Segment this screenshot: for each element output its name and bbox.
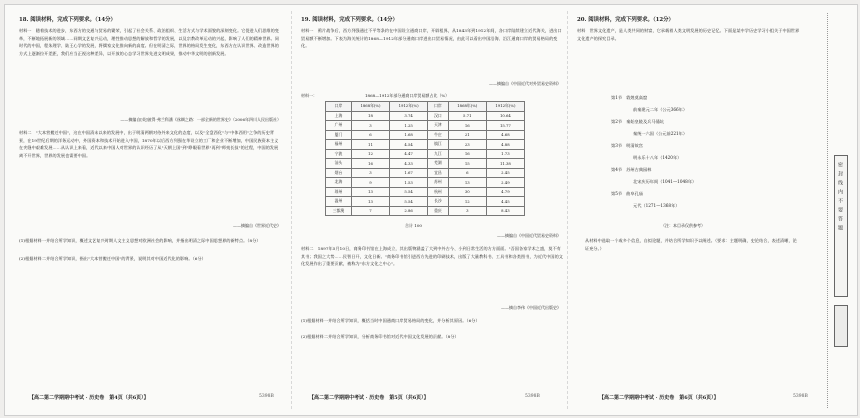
table-header: 1912年(%) xyxy=(390,102,428,112)
table-header: 1868年(%) xyxy=(351,102,389,112)
table-cell: 5.54 xyxy=(390,187,428,197)
page-6-footer: 【高二第二学期期中考试 · 历史卷 第6页（共6页）】 xyxy=(599,395,719,401)
q19-material-2-source: ——摘自李伟《中国近代出版史》 xyxy=(501,305,561,310)
page-divider-2 xyxy=(567,11,568,409)
page-4 xyxy=(9,5,287,415)
toc-date: 北宋庆历年间（1041—1048年） xyxy=(633,179,697,184)
table-row xyxy=(326,111,525,121)
table-cell: 牛庄 xyxy=(428,130,449,140)
table-cell: 4.79 xyxy=(486,187,524,197)
table-row xyxy=(326,168,525,178)
q20-intro: 材料 世界文化遗产，是人类共同的财富，它承载着人类文明发展的历史记忆。下面是某中学历史学习小组关于中国世界文化遗产的探究目录。 xyxy=(577,28,800,41)
table-cell: 天津 xyxy=(428,121,449,131)
q18-requirement-1: (1)根据材料一并结合所学知识，概述文艺复兴时期人文主义思想对欧洲社会的影响，并指出明清之际中国思想界的新特点。（8分） xyxy=(19,238,261,243)
table-cell: 4.54 xyxy=(390,140,428,150)
table-cell: 上海 xyxy=(326,111,352,121)
q19-requirement-1: (1)根据材料一并结合所学知识，概括当时中国通商口岸贸易格局的变化，并分析其原因。（6分） xyxy=(301,318,480,323)
table-source: ——摘编自《中国近代贸易史资料》 xyxy=(497,233,561,238)
page-5-code: 5398B xyxy=(525,394,540,399)
table-cell: 苏州 xyxy=(428,178,449,188)
q18-material-1-source: ——摘编自[英]彼得·弗兰科潘《丝绸之路：一部全新的世界史》（2006年四川人民出版社） xyxy=(120,117,281,122)
toc-date: 秦统一六国（公元前221年） xyxy=(633,131,688,136)
table-cell: 11.38 xyxy=(486,159,524,169)
table-cell: 2.49 xyxy=(486,178,524,188)
q19-material-2: 材料二 1897年5月10日，商务印书馆在上海成立，其出版物涵盖了大到中外古今、小到日常生活的方方面面。"吾国各家学术之盛，莫不有其书；我国之大势……民智日开，文化日新。"商务印书馆引进西方先进的印刷技术，出版了大量教科书、工具书和各类图书，为近代中国的文化发展作出了重要贡献，被称为"东方文化之中心"。 xyxy=(301,246,563,267)
q18-material-1: 材料一 随着技术的进步，东西方的交通与贸易的繁荣，引起了社会关系、政治组织、生活方式与学术面貌的深刻变化。它促进人们思维的变革，不断地拓展新的领域……同期文艺复兴运动，理性推动思想的解放和哲学的发展，以及宗教改革运动的兴起，影响了人们的精神世界。同时代的中国，程朱理学、陆王心学的发展，将儒家文化推向新的高度。但在明清之际，世界的格局发生变化，东西方在认识世界、改造世界的方式上逐渐拉开差距，我们应当正视这种差异，以开放的心态学习世界先进文明成果，推动中华文明的创新发展。 xyxy=(19,28,280,56)
table-cell: 1.67 xyxy=(390,168,428,178)
table-cell: 5.71 xyxy=(448,111,486,121)
table-cell: 8.43 xyxy=(486,206,524,216)
seal-bar xyxy=(834,305,848,347)
toc-chapter: 第5节 曲阜孔庙 xyxy=(611,191,643,196)
seal-line xyxy=(827,13,828,408)
table-cell: 15.77 xyxy=(486,121,524,131)
q19-material-1: 材料一 鸦片战争后，西方列强通过不平等条约在中国设立通商口岸，开辟租界，从1843年到1912年间，各口岸陆续建立近代海关，进出口贸易额不断增加。下表为海关统计的1868—1912年部分通商口岸进出口贸易情况，由此可以看出中国沿海、沿江通商口岸的贸易格局的变化。 xyxy=(301,28,562,49)
table-cell: 18 xyxy=(351,111,389,121)
table-header: 1912年(%) xyxy=(486,102,524,112)
question-18-heading: 18. 阅读材料，完成下列要求。（14分） xyxy=(19,17,116,23)
table-cell: 芜湖 xyxy=(428,159,449,169)
table-cell: 杭州 xyxy=(428,187,449,197)
table-cell: 镇江 xyxy=(428,140,449,150)
table-row xyxy=(326,149,525,159)
table-cell: 3 xyxy=(351,121,389,131)
toc-note: （注：本目录仅供参考） xyxy=(661,223,705,228)
table-cell: 宁波 xyxy=(326,149,352,159)
table-cell: 汕头 xyxy=(326,159,352,169)
q18-material-2: 材料二 "大本营搬迁中国"，这在中国清末以来的发展中，出于明清两朝对待外来文化的态度，以及"全盘西化"与"中体西用"之争的历史背景，在19世纪后期的洋务运动中，外国资本和技术开始进入中国，1870年以后西方列强在华设立的工厂和企业不断增加，中国民族资本主义在夹缝中艰难发展……从认识上来看，近代以来中国人对世界的认识经历了从"天朝上国"到"睁眼看世界"再到"师夷长技"的过程，中国的发展离不开世界，世界的发展也需要中国。 xyxy=(19,130,279,158)
table-cell: 11 xyxy=(351,140,389,150)
table-cell: 23 xyxy=(448,140,486,150)
page-6 xyxy=(571,5,807,415)
toc-chapter: 第4节 苏州古典园林 xyxy=(611,167,652,172)
table-cell: 21 xyxy=(448,130,486,140)
q19-material-1-source: ——摘编自《中国近代对外贸易史资料》 xyxy=(489,81,561,86)
table-cell: 12 xyxy=(448,197,486,207)
table-header: 口岸 xyxy=(326,102,352,112)
table-cell: 4.33 xyxy=(390,159,428,169)
table-cell: 13 xyxy=(448,178,486,188)
table-cell: 三都澳 xyxy=(326,206,352,216)
table-row xyxy=(326,159,525,169)
table-cell: 重庆 xyxy=(428,206,449,216)
seal-label-box xyxy=(834,155,848,297)
table-cell: 九江 xyxy=(428,149,449,159)
table-row xyxy=(326,197,525,207)
question-19-heading: 19. 阅读材料，完成下列要求。（14分） xyxy=(301,17,398,23)
question-20-heading: 20. 阅读材料，完成下列要求。（12分） xyxy=(577,17,674,23)
table-cell: 2.86 xyxy=(390,206,428,216)
table-cell: 13 xyxy=(351,187,389,197)
page-5 xyxy=(295,5,565,415)
page-4-footer: 【高二第二学期期中考试 · 历史卷 第4页（共6页）】 xyxy=(29,395,149,401)
table-cell: 4.68 xyxy=(486,130,524,140)
table-row xyxy=(326,130,525,140)
table-cell: 5.54 xyxy=(390,197,428,207)
q18-requirement-2: (2)根据材料二并结合所学知识，指出"大本营搬迁中国"的背景，说明其对中国近代化的影响。（6分） xyxy=(19,256,206,261)
table-row xyxy=(326,187,525,197)
table-cell: 厦门 xyxy=(326,130,352,140)
table-cell: 2.45 xyxy=(486,168,524,178)
table-cell: 16 xyxy=(448,121,486,131)
table-cell: 北海 xyxy=(326,178,352,188)
table-cell: 1.53 xyxy=(390,178,428,188)
table-total: 合计 100 xyxy=(405,223,422,228)
table-cell: 4.45 xyxy=(486,197,524,207)
table-cell: 30 xyxy=(448,187,486,197)
seal-label: 密封线内不要答题 xyxy=(837,162,843,234)
toc-date: 元代（1271—1368年） xyxy=(633,203,680,208)
toc-date: 明永乐十八年（1420年） xyxy=(633,155,682,160)
page-4-code: 5398B xyxy=(259,394,274,399)
table-cell: 1.73 xyxy=(486,149,524,159)
table-cell: 琼州 xyxy=(326,187,352,197)
q20-task: 从材料中选取一个或多个信息，自拟论题，并结合所学知识予以阐述。（要求：主题明确，史论结合，表述清晰，论证充分。） xyxy=(585,238,797,251)
table-cell: 烟台 xyxy=(326,168,352,178)
toc-date: 前秦建元二年（公元366年） xyxy=(633,107,688,112)
table-cell: 13 xyxy=(351,197,389,207)
table-cell: 温州 xyxy=(326,197,352,207)
table-cell: 广州 xyxy=(326,121,352,131)
table-cell: 12 xyxy=(351,149,389,159)
q18-material-2-source: ——摘编自《世界近代史》 xyxy=(233,223,281,228)
table-label: 材料一： xyxy=(301,93,317,98)
table-cell: 7 xyxy=(351,206,389,216)
table-cell: 16 xyxy=(448,149,486,159)
table-cell: 3.74 xyxy=(390,111,428,121)
q19-requirement-2: (2)根据材料二并结合所学知识，分析商务印书馆对近代中国文化发展的贡献。（8分） xyxy=(301,334,459,339)
page-6-code: 5398B xyxy=(793,394,808,399)
table-cell: 长沙 xyxy=(428,197,449,207)
page-divider-1 xyxy=(291,11,292,409)
table-cell: 10.64 xyxy=(486,111,524,121)
table-row xyxy=(326,206,525,216)
toc-chapter: 第3节 明清故宫 xyxy=(611,143,643,148)
table-cell: 4.88 xyxy=(486,140,524,150)
table-header: 口岸 xyxy=(428,102,449,112)
table-cell: 3 xyxy=(351,168,389,178)
table-row xyxy=(326,140,525,150)
table-cell: 3 xyxy=(448,206,486,216)
table-header: 1868年(%) xyxy=(448,102,486,112)
table-cell: 15 xyxy=(448,159,486,169)
toc-chapter: 第1节 敦煌莫高窟 xyxy=(611,95,648,100)
table-cell: 宜昌 xyxy=(428,168,449,178)
table-cell: 福州 xyxy=(326,140,352,150)
table-cell: 汉口 xyxy=(428,111,449,121)
toc-chapter: 第2节 秦始皇陵及兵马俑坑 xyxy=(611,119,664,124)
table-caption: 1868—1912年部分通商口岸贸易额占比（%） xyxy=(365,93,450,98)
trade-table xyxy=(325,101,525,216)
table-cell: 9 xyxy=(351,178,389,188)
table-cell: 6 xyxy=(448,168,486,178)
table-cell: 6 xyxy=(351,130,389,140)
table-header-row xyxy=(326,102,525,112)
page-5-footer: 【高二第二学期期中考试 · 历史卷 第5页（共6页）】 xyxy=(309,395,429,401)
table-cell: 1.25 xyxy=(390,121,428,131)
table-cell: 16 xyxy=(351,159,389,169)
table-cell: 4.47 xyxy=(390,149,428,159)
table-row xyxy=(326,178,525,188)
table-cell: 1.68 xyxy=(390,130,428,140)
exam-sheet xyxy=(4,4,858,416)
table-row xyxy=(326,121,525,131)
